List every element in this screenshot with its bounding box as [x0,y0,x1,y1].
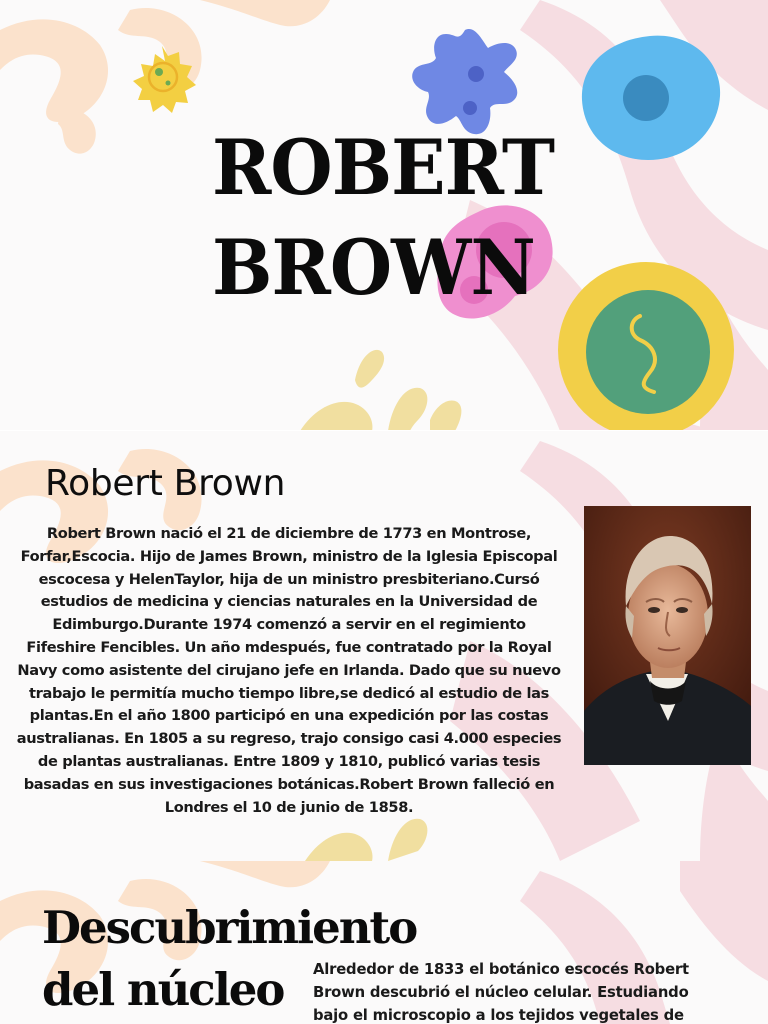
yellow-wave-shapes [300,350,461,431]
blue-cell-shape [582,36,720,160]
discovery-text: Alrededor de 1833 el botánico escocés Robert Brown descubrió el núcleo celular. Estudiando bajo el microscopio a los tejidos vegetales de [313,961,689,1024]
cover-title [212,118,554,318]
cover-title-line-2: BROWN [212,223,535,312]
discovery-heading-line-2: del núcleo [42,963,284,1016]
green-yellow-cell-shape [558,262,734,431]
yellow-wave-shapes [305,819,427,861]
biography-text: Robert Brown nació el 21 de diciembre de 1773 en Montrose, Forfar,Escocia. Hijo de James Brown, ministro de la Iglesia Episcopal escocesa y HelenTaylor, hija de un ministro presbiteriano.Cursó estudios de medicina y ciencias naturales en la Universidad de Edimburgo.Durante 1974 comenzó a servir en el regimiento Fifeshire Fencibles. Un año mdespués, fue contratado por la Royal Navy como asistente del cirujano jefe en Irlanda. Dado que su nuevo trabajo le permitía mucho tiempo libre,se dedicó al estudio de las plantas.En el año 1800 participó en una expedición por las costas australianas. En 1805 a su regreso, trajo consigo casi 4.000 especies de plantas australianas. Entre 1809 y 1810, publicó varias tesis basadas en sus investigaciones botánicas.Robert Brown falleció en Londres el 10 de junio de 1858. [16,525,562,816]
cover-title-line-1: ROBERT [212,123,555,212]
biography-heading: Robert Brown [45,463,286,504]
discovery-page [0,861,768,1024]
cover-page [0,0,768,431]
discovery-heading-line-1: Descubrimiento [42,901,417,954]
robert-brown-portrait [584,506,751,765]
biography-page [0,431,768,861]
